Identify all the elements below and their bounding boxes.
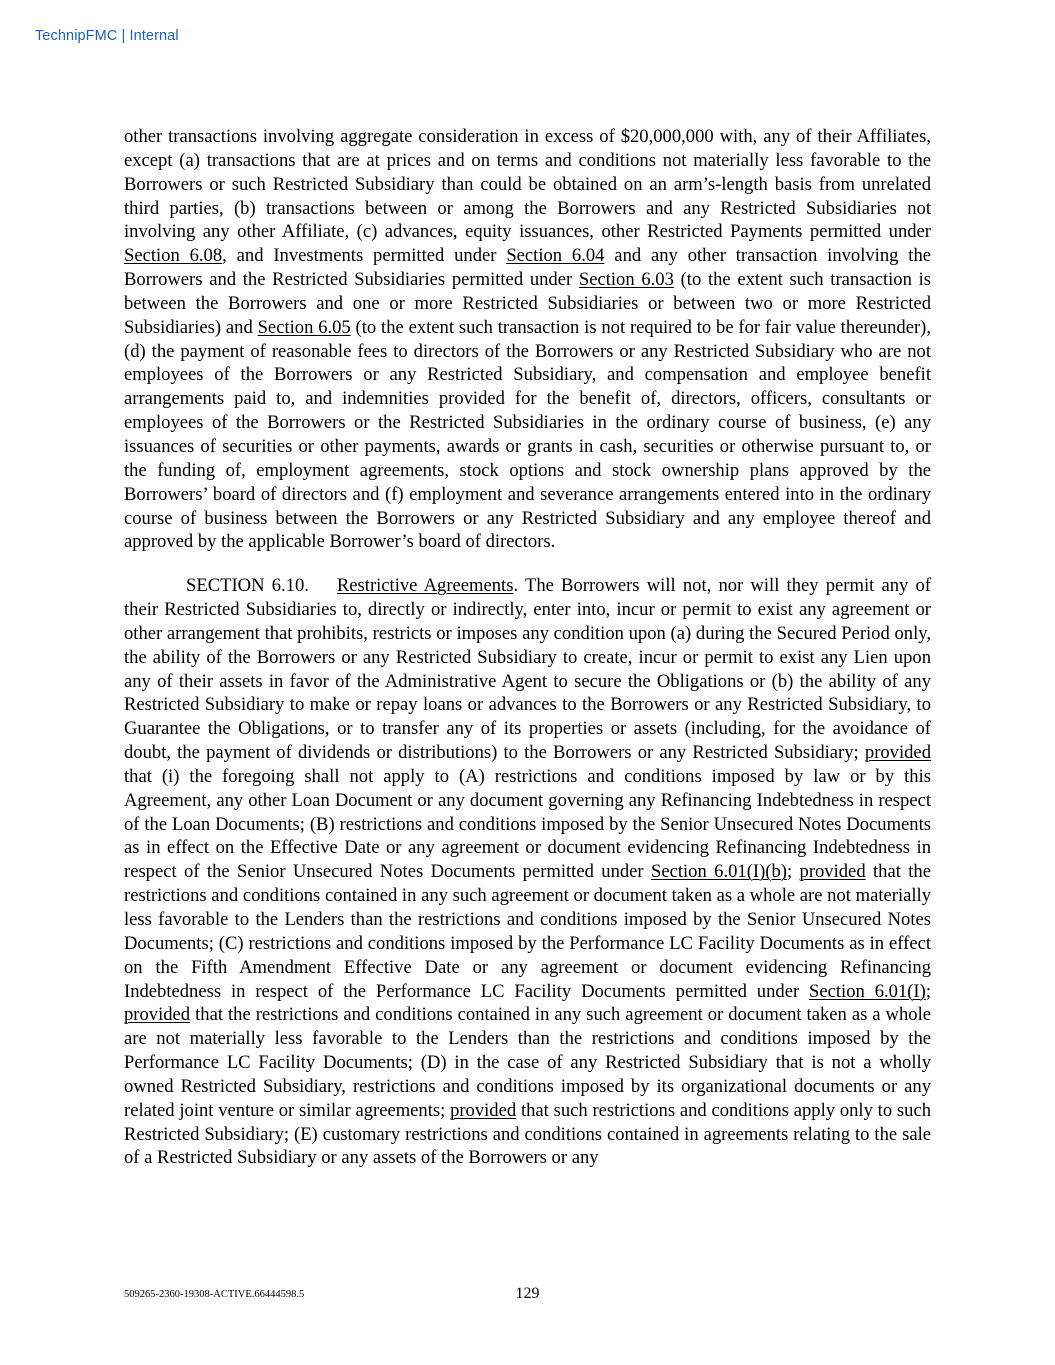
provided-term: provided [864, 742, 931, 764]
text-segment: that the restrictions and conditions contained in any such agreement or document taken as a whole are not materially less favorable to the Lenders than the restrictions and conditions imposed by the Performance LC Facility Documents; (D) in the case of any Restricted Subsidiary that is not a wholly owned Restricted Subsidiary, restrictions and conditions imposed by its organizational documents or any related joint venture or similar agreements; [124, 1004, 931, 1121]
document-body [124, 125, 931, 1170]
page-number: 129 [515, 1285, 540, 1302]
paragraph-section-6-10 [124, 574, 931, 1170]
text-segment: (to the extent such transaction is between the Borrowers and one or more Restricted Subsidiaries or between two or more Restricted Subsidiaries) and [124, 269, 931, 338]
section-reference-link: Section 6.04 [506, 245, 605, 267]
section-reference-link: Section 6.08 [124, 245, 223, 267]
text-segment: (to the extent such transaction is not required to be for fair value thereunder), (d) the payment of reasonable fees to directors of the Borrowers or any Restricted Subsidiary who are not employees of the Borrowers or any Restricted Subsidiary, and compensation and employee benefit arrangements paid to, and indemnities provided for the benefit of, directors, officers, consultants or employees of the Borrowers or the Restricted Subsidiaries in the ordinary course of business, (e) any issuances of securities or other payments, awards or grants in cash, securities or otherwise pursuant to, or the funding of, employment agreements, stock options and stock ownership plans approved by the Borrowers’ board of directors and (f) employment and severance arrangements entered into in the ordinary course of business between the Borrowers or any Restricted Subsidiary and any employee thereof and approved by the applicable Borrower’s board of directors. [124, 316, 931, 553]
footer-document-id: 509265-2360-19308-ACTIVE.66444598.5 [124, 1289, 305, 1300]
text-segment: that (i) the foregoing shall not apply to (A) restrictions and conditions imposed by law or by this Agreement, any other Loan Document or any document governing any Refinancing Indebtedness in respect of the Loan Documents; (B) restrictions and conditions imposed by the Senior Unsecured Notes Documents as in effect on the Effective Date or any agreement or document evidencing Refinancing Indebtedness in respect of the Senior Unsecured Notes Documents permitted under [124, 765, 931, 883]
section-reference-link: Section 6.01(I) [809, 980, 926, 1002]
text-segment: . The Borrowers will not, nor will they permit any of their Restricted Subsidiaries to, directly or indirectly, enter into, incur or permit to exist any agreement or other arrangement that prohibits, restricts or imposes any condition upon (a) during the Secured Period only, the ability of the Borrowers or any Restricted Subsidiary to create, incur or permit to exist any Lien upon any of their assets in favor of the Administrative Agent to secure the Obligations or (b) the ability of any Restricted Subsidiary to make or repay loans or advances to the Borrowers or any Restricted Subsidiary, to Guarantee the Obligations, or to transfer any of its properties or assets (including, for the avoidance of doubt, the payment of dividends or distributions) to the Borrowers or any Restricted Subsidiary; [124, 575, 932, 764]
text-segment: ; [786, 861, 800, 883]
section-reference-link: Section 6.01(I)(b) [651, 861, 787, 883]
provided-term: provided [799, 861, 866, 883]
text-segment: that such restrictions and conditions apply only to such Restricted Subsidiary; (E) customary restrictions and conditions contained in agreements relating to the sale of a Restricted Subsidiary or any assets of the Borrowers or any [124, 1099, 931, 1169]
section-reference-link: Section 6.05 [257, 316, 351, 338]
section-reference-link: Section 6.03 [578, 269, 674, 291]
text-segment: and any other transaction involving the Borrowers and the Restricted Subsidiaries permitted under [124, 245, 931, 291]
text-segment: that the restrictions and conditions contained in any such agreement or document taken as a whole are not materially less favorable to the Lenders than the restrictions and conditions imposed by the Senior Unsecured Notes Documents; (C) restrictions and conditions imposed by the Performance LC Facility Documents as in effect on the Fifth Amendment Effective Date or any agreement or document evidencing Refinancing Indebtedness in respect of the Performance LC Facility Documents permitted under [124, 861, 931, 1002]
text-segment: , and Investments permitted under [222, 245, 507, 267]
paragraph-affiliate-transactions [124, 125, 931, 554]
classification-label: TechnipFMC | Internal [35, 28, 179, 44]
text-segment: ; [925, 980, 931, 1002]
section-heading: Restrictive Agreements [336, 575, 514, 597]
provided-term: provided [124, 1004, 191, 1026]
section-number: SECTION 6.10. [186, 575, 309, 597]
provided-term: provided [450, 1099, 517, 1121]
text-segment: other transactions involving aggregate consideration in excess of $20,000,000 with, any of their Affiliates, except (a) transactions that are at prices and on terms and conditions not materially less favorable to the Borrowers or such Restricted Subsidiary than could be obtained on an arm’s-length basis from unrelated third parties, (b) transactions between or among the Borrowers and any Restricted Subsidiaries not involving any other Affiliate, (c) advances, equity issuances, other Restricted Payments permitted under [124, 126, 931, 243]
